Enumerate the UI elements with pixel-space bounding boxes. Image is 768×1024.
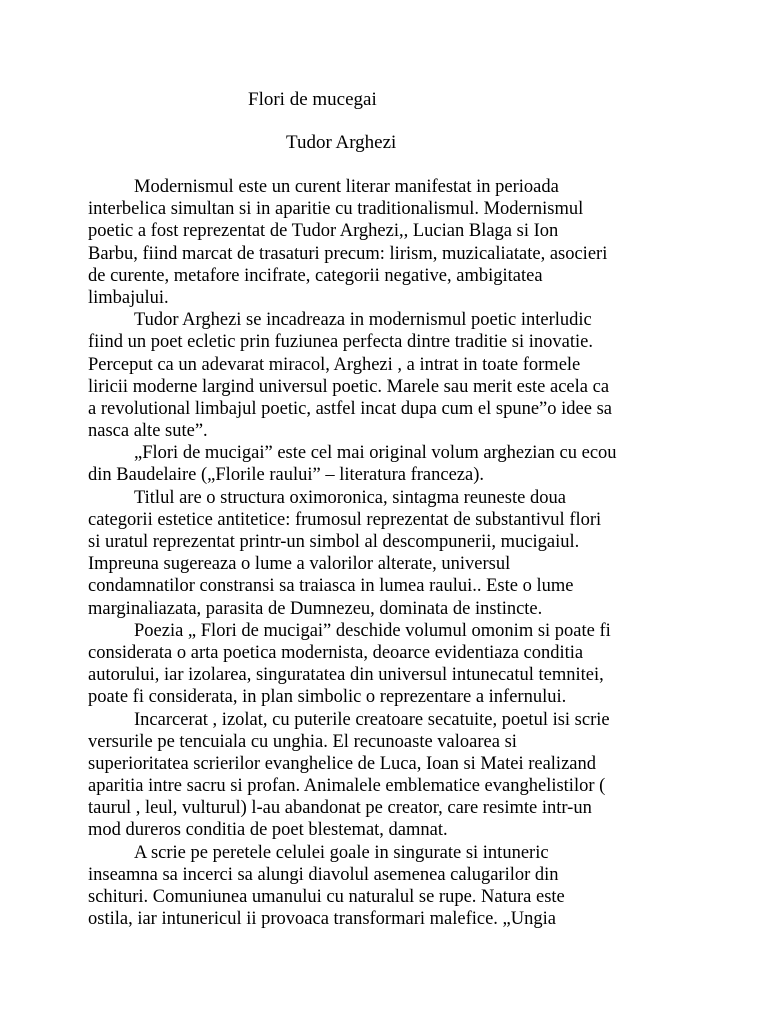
text-line: Perceput ca un adevarat miracol, Arghezi , a intrat in toate formele (88, 354, 581, 375)
text-line: Modernismul este un curent literar manifestat in perioada (134, 177, 559, 197)
text-line: categorii estetice antitetice: frumosul reprezentat de substantivul flori (88, 509, 602, 530)
text-line: A scrie pe peretele celulei goale in singurate si intuneric (134, 842, 549, 863)
text-line: taurul , leul, vulturul) l-au abandonat pe creator, care resimte intr-un (88, 798, 592, 819)
text-line: inseamna sa incerci sa alungi diavolul asemenea calugarilor din (88, 864, 559, 885)
text-line: schituri. Comuniunea umanului cu naturalul se rupe. Natura este (88, 887, 565, 907)
document-author: Tudor Arghezi (286, 132, 397, 153)
text-line: fiind un poet ecletic prin fuziunea perfecta dintre traditie si inovatie. (88, 332, 593, 353)
text-line: condamnatilor constransi sa traiasca in lumea raului.. Este o lume (88, 576, 574, 597)
text-line: ostila, iar intunericul ii provoaca transformari malefice. „Ungia (88, 909, 556, 930)
text-line: poate fi considerata, in plan simbolic o reprezentare a infernului. (88, 687, 567, 708)
text-line: „Flori de mucigai” este cel mai original volum arghezian cu ecou (134, 443, 617, 464)
text-line: considerata o arta poetica modernista, deoarce evidentiaza conditia (88, 642, 584, 663)
text-line: nasca alte sute”. (88, 421, 208, 442)
text-line: autorului, iar izolarea, singuratatea din universul intunecatul temnitei, (88, 665, 604, 686)
text-line: Impreuna sugereaza o lume a valorilor alterate, universul (88, 554, 511, 575)
text-line: si uratul reprezentat printr-un simbol al descompunerii, mucigaiul. (88, 532, 580, 552)
text-line: marginaliazata, parasita de Dumnezeu, dominata de instincte. (88, 598, 543, 619)
text-line: Titlul are o structura oximoronica, sintagma reuneste doua (134, 487, 566, 508)
text-line: a revolutional limbajul poetic, astfel incat dupa cum el spune”o idee sa (88, 398, 612, 419)
document-title: Flori de mucegai (248, 89, 377, 110)
text-line: interbelica simultan si in aparitie cu traditionalismul. Modernismul (88, 199, 584, 220)
text-line: Tudor Arghezi se incadreaza in modernismul poetic interludic (134, 310, 592, 331)
text-line: de curente, metafore incifrate, categorii negative, ambigitatea (88, 265, 543, 286)
text-line: limbajului. (88, 287, 169, 308)
text-line: Barbu, fiind marcat de trasaturi precum: lirism, muzicaliatate, asocieri (88, 243, 608, 264)
text-line: superioritatea scrierilor evanghelice de Luca, Ioan si Matei realizand (88, 753, 596, 774)
text-line: liricii moderne largind universul poetic. Marele sau merit este acela ca (88, 376, 610, 397)
text-line: aparitia intre sacru si profan. Animalele emblematice evanghelistilor ( (88, 776, 606, 797)
text-line: versurile pe tencuiala cu unghia. El recunoaste valoarea si (88, 731, 517, 752)
document-body (88, 176, 688, 930)
text-line: mod dureros conditia de poet blestemat, damnat. (88, 820, 448, 841)
text-line: din Baudelaire („Florile raului” – literatura franceza). (88, 465, 485, 486)
text-line: Poezia „ Flori de mucigai” deschide volumul omonim si poate fi (134, 620, 611, 641)
text-line: poetic a fost reprezentat de Tudor Arghezi,, Lucian Blaga si Ion (88, 221, 559, 242)
text-line: Incarcerat , izolat, cu puterile creatoare secatuite, poetul isi scrie (134, 709, 610, 730)
